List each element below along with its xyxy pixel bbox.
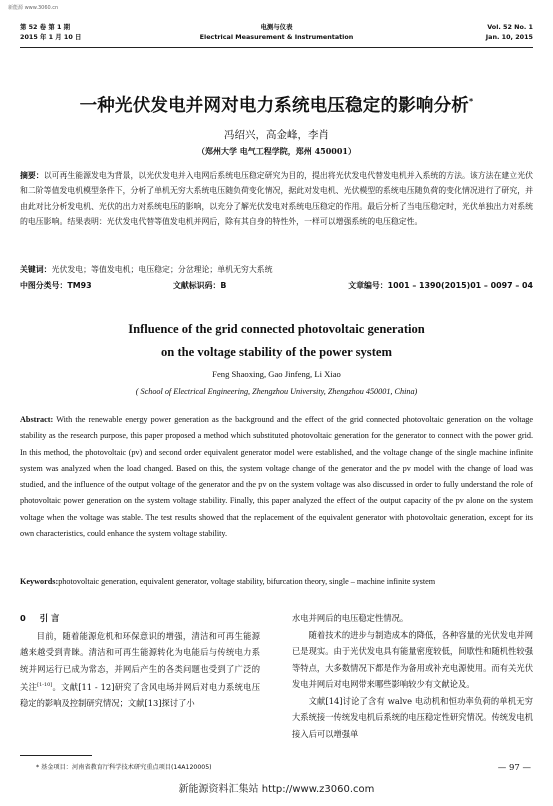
abstract-text: 以可再生能源发电为背景，以光伏发电并入电网后系统电压稳定研究为目的，提出将光伏发电代替发电机并入系统的方法。该方法在建立光伏和二阶等值发电机模型条件下，分析了单机无穷大系统电压随负荷变化情况，据此对发电机、光伏模型的系统电压随负荷的变化情况进行了研究，并由此对比分析发电机、光伏的出力对系统电压的影响，以充分了解光伏发电对系统电压稳定的作用。最后分析了当电压稳定时，光伏单独出力对系统的电压影响。结果表明：光伏发电代替等值发电机并网后，除有其自身的特性外，一样可以增强系统的电压稳定性。 (20, 171, 533, 227)
clc-code: 中图分类号：TM93 (20, 281, 92, 290)
funding-footnote: * 基金项目：河南省教育厅科学技术研究重点项目(14A120005) (36, 764, 212, 771)
body-column-right (292, 610, 533, 742)
journal-header (20, 22, 533, 44)
page-number: — 97 — (497, 763, 531, 773)
footnote-rule (20, 755, 92, 756)
keywords-label-english: Keywords: (20, 577, 59, 586)
section-heading: 0 引 言 (20, 613, 60, 623)
affiliation-english: ( School of Electrical Engineering, Zhengzhou University, Zhengzhou 450001, China) (135, 387, 418, 396)
abstract-text-english: With the renewable energy power generation as the background and the effect of the grid connected photovoltaic generation on the voltage stability as the research purpose, this paper proposed a method which substituted photovoltaic generation for the generator to connect with the power grid. In this method, the photovoltaic (pv) and second order equivalent generator model were established, and the voltage change of the single machine infinite system was analyzed when the load changed. Based on this, the system voltage change of the generator and the pv model with the change of load was studied, and the influence of the output voltage of the generator and the pv on the system voltage was also discussed in order to fully understand the role of photovoltaic power generation on the system voltage stability. Finally, this paper analyzed the effect of the output capacity of the pv alone on the system voltage when the voltage was stable. The test results showed that the replacement of the equivalent generator with photovoltaic generation, except for its own characteristics, could enhance the system voltage stability. (20, 415, 533, 539)
header-rule (20, 47, 533, 48)
keywords-text: 光伏发电；等值发电机；电压稳定；分岔理论；单机无穷大系统 (51, 265, 273, 274)
paper-title-english: Influence of the grid connected photovoltaic generation on the voltage stability of the power system (128, 322, 425, 359)
paper-title-chinese: 一种光伏发电并网对电力系统电压稳定的影响分析* (79, 96, 474, 116)
authors-english: Feng Shaoxing, Gao Jinfeng, Li Xiao (212, 369, 341, 379)
keywords-text-english: photovoltaic generation, equivalent generator, voltage stability, bifurcation theory, single – machine infinite system (58, 577, 436, 586)
continued-paragraph: 水电并网后的电压稳定性情况。 (292, 613, 409, 623)
article-number: 文章编号：1001 – 1390(2015)01 – 0097 – 04 (348, 281, 533, 290)
footer-watermark: 新能源资料汇集站 http://www.z3060.com (178, 784, 375, 795)
keywords-label: 关键词： (20, 265, 52, 274)
abstract-chinese (20, 168, 533, 230)
header-volume-english: Vol. 52 No. 1 Jan. 10, 2015 (485, 23, 533, 41)
abstract-label: 摘要： (20, 171, 44, 180)
intro-paragraph: 目前，随着能源危机和环保意识的增强，清洁和可再生能源越来越受到青睐。清洁和可再生能源转化为电能后与传统电力系统并网运行已成为常态，并网后产生的各类问题也受到了广泛的关注[1-10]。文献[11 - 12]研究了含风电场并网后对电力系统电压稳定的影响及控制研究情况；文献[13]探讨了小 (20, 630, 260, 709)
keywords-english (20, 574, 533, 590)
header-volume-issue: 第 52 卷 第 1 期 2015 年 1 月 10 日 (20, 23, 82, 41)
header-journal-name: 电测与仪表 Electrical Measurement & Instrumentation (199, 23, 354, 41)
abstract-english (20, 412, 533, 542)
body-column-left (20, 610, 260, 712)
top-watermark: 新能源 www.3060.cn (8, 5, 59, 11)
paragraph: 文献[14]讨论了含有 walve 电动机和恒功率负荷的单机无穷大系统接一传统发电机后系统的电压稳定性研究情况。传统发电机接入后可以增强单 (292, 695, 533, 739)
document-code: 文献标识码：B (173, 281, 227, 290)
title-footnote-mark: * (469, 97, 474, 107)
abstract-label-english: Abstract: (20, 415, 54, 424)
affiliation-chinese: （郑州大学 电气工程学院，郑州 450001） (197, 146, 356, 156)
keywords-chinese (20, 262, 533, 277)
paragraph: 随着技术的进步与制造成本的降低，各种容量的光伏发电并网已是现实。由于光伏发电具有能量密度较低，间歇性和随机性较强等特点，大多数情况下都是作为备用或补充电源使用。而有关光伏发电并网后对电网带来哪些影响较少有文献论及。 (292, 629, 533, 689)
citation-ref: [1-10] (37, 682, 53, 688)
authors-chinese: 冯绍兴，高金峰，李肖 (224, 129, 329, 141)
